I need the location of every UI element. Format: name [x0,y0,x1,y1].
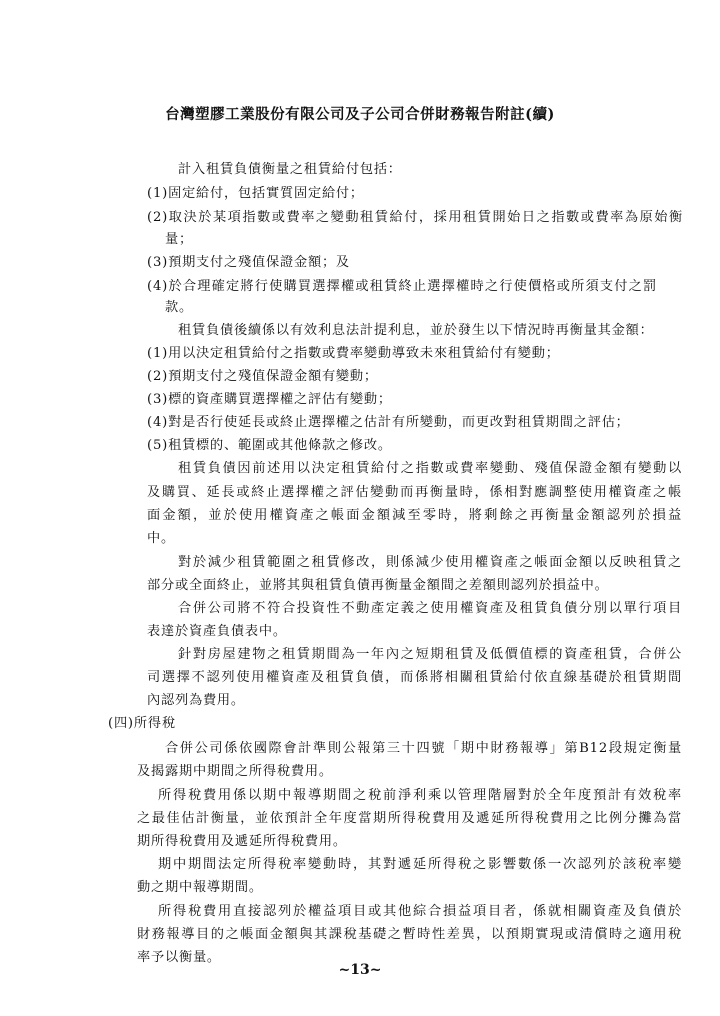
paragraph-line: 及揭露期中期間之所得稅費用。 [137,764,333,779]
paragraph-line: 期中期間法定所得稅率變動時，其對遞延所得稅之影響數係一次認列於該稅率變 [158,857,682,872]
paragraph-line: (2)預期支付之殘值保證金額有變動； [147,369,378,384]
paragraph-line: 租賃負債後續係以有效利息法計提利息，並於發生以下情況時再衡量其金額： [178,323,654,338]
paragraph-line: 之最佳估計衡量，並依預計全年度當期所得稅費用及遞延所得稅費用之比例分攤為當 [137,811,682,826]
paragraph-line: 動之期中報導期間。 [137,880,263,895]
paragraph-line: (1)用以決定租賃給付之指數或費率變動導致未來租賃給付有變動； [147,346,560,361]
paragraph-line: 表達於資產負債表中。 [147,624,287,639]
paragraph-line: 中。 [147,531,175,546]
paragraph-line: 量； [165,232,193,247]
paragraph-line: 財務報導目的之帳面金額與其課稅基礎之暫時性差異，以預期實現或清償時之適用稅 [137,927,682,942]
paragraph-line: 期所得稅費用及遞延所得稅費用。 [137,834,347,849]
paragraph-line: 款。 [165,300,193,315]
document-title: 台灣塑膠工業股份有限公司及子公司合併財務報告附註(續) [165,106,555,123]
paragraph-line: (4)於合理確定將行使購買選擇權或租賃終止選擇權時之行使價格或所須支付之罰 [147,279,657,294]
paragraph-line: 面金額，並於使用權資產之帳面金額減至零時，將剩餘之再衡量金額認列於損益 [147,508,682,523]
paragraph-line: 合併公司係依國際會計準則公報第三十四號「期中財務報導」第B12段規定衡量 [165,741,682,756]
paragraph-line: 計入租賃負債衡量之租賃給付包括： [178,162,402,177]
paragraph-line: 所得稅費用係以期中報導期間之稅前淨利乘以管理階層對於全年度預計有效稅率 [158,788,682,803]
paragraph-line: 針對房屋建物之租賃期間為一年內之短期租賃及低價值標的資產租賃，合併公 [178,647,682,662]
paragraph-line: (1)固定給付，包括實質固定給付； [147,186,364,201]
paragraph-line: 司選擇不認列使用權資產及租賃負債，而係將相關租賃給付依直線基礎於租賃期間 [147,670,682,685]
paragraph-line: 及購買、延長或終止選擇權之評估變動而再衡量時，係相對應調整使用權資產之帳 [147,485,682,500]
paragraph-line: (4)對是否行使延長或終止選擇權之估計有所變動，而更改對租賃期間之評估； [147,415,630,430]
paragraph-line: 合併公司將不符合投資性不動產定義之使用權資產及租賃負債分別以單行項目 [178,601,682,616]
paragraph-line: (2)取決於某項指數或費率之變動租賃給付，採用租賃開始日之指數或費率為原始衡 [147,210,683,225]
paragraph-line: 所得稅費用直接認列於權益項目或其他綜合損益項目者，係就相關資產及負債於 [158,904,682,919]
paragraph-line: 率予以衡量。 [137,950,221,965]
paragraph-line: (3)預期支付之殘值保證金額；及 [147,255,350,270]
paragraph-line: (四)所得稅 [108,716,176,731]
paragraph-line: 租賃負債因前述用以決定租賃給付之指數或費率變動、殘值保證金額有變動以 [178,461,682,476]
paragraph-line: 部分或全面終止，並將其與租賃負債再衡量金額間之差額則認列於損益中。 [147,578,609,593]
paragraph-line: (5)租賃標的、範圍或其他條款之修改。 [147,438,392,453]
paragraph-line: (3)標的資產購買選擇權之評估有變動； [147,392,392,407]
paragraph-line: 內認列為費用。 [147,693,245,708]
paragraph-line: 對於減少租賃範圍之租賃修改，則係減少使用權資產之帳面金額以反映租賃之 [178,555,682,570]
page-number: ~13~ [338,962,382,978]
